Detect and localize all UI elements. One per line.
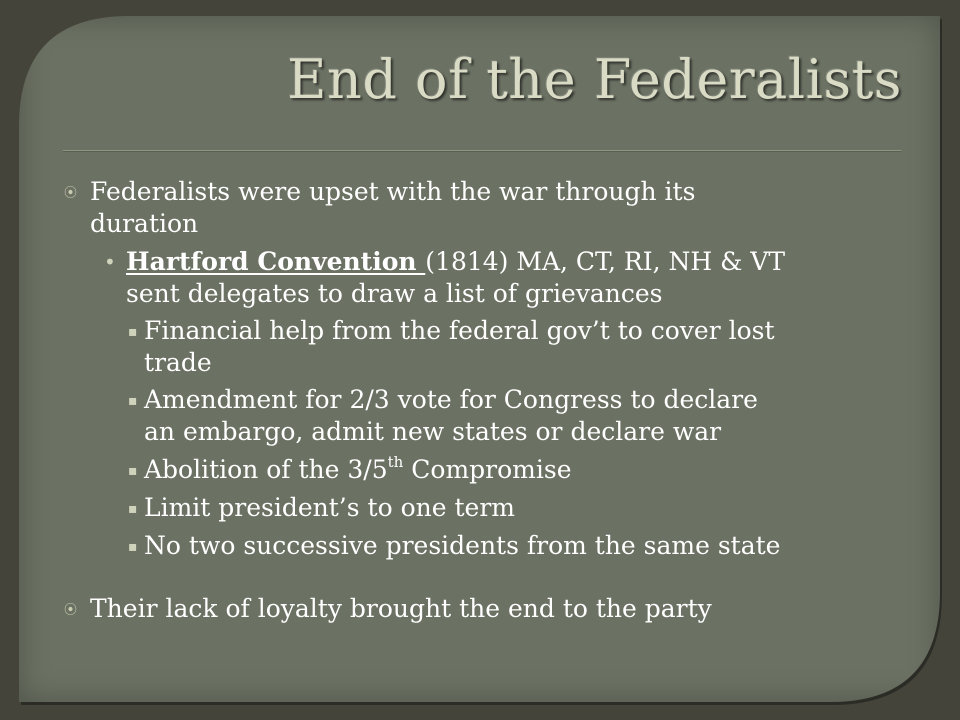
bullet-text-line: Financial help from the federal gov’t to cover lost [144,316,775,345]
bullet-text-line: duration [90,209,199,238]
level3-bullet-icon: ▪ [128,324,138,340]
level1-bullet-icon: ⦿ [64,603,78,618]
bullet-hartford-convention [126,246,785,310]
bullet-text: Their lack of loyalty brought the end to the party [90,594,712,623]
slide-title: End of the Federalists [287,48,902,111]
bullet-text: No two successive presidents from the same state [144,531,781,560]
level3-bullet-icon: ▪ [128,501,138,517]
bullet-lack-of-loyalty [90,593,712,625]
bullet-no-two-successive [144,530,780,562]
bullet-text-line: an embargo, admit new states or declare war [144,417,722,446]
level3-bullet-icon: ▪ [128,463,138,479]
bullet-text: Compromise [403,455,572,484]
bullet-text-line: trade [144,348,212,377]
hartford-convention-term: Hartford Convention [126,247,426,276]
bullet-text-line: Amendment for 2/3 vote for Congress to declare [144,385,758,414]
level1-bullet-icon: ⦿ [64,186,78,201]
bullet-text: Limit president’s to one term [144,493,515,522]
level3-bullet-icon: ▪ [128,539,138,555]
bullet-amendment [144,384,758,448]
level2-bullet-icon: • [104,250,116,274]
bullet-text-line: sent delegates to draw a list of grievances [126,279,663,308]
bullet-text-line: Federalists were upset with the war through its [90,177,696,206]
bullet-federalists-upset [90,176,695,240]
bullet-text: Abolition of the 3/5 [144,455,388,484]
bullet-financial-help [144,315,775,379]
level3-bullet-icon: ▪ [128,393,138,409]
bullet-limit-president [144,492,515,524]
ordinal-superscript: th [387,452,404,471]
bullet-text-line: (1814) MA, CT, RI, NH & VT [425,247,786,276]
bullet-abolition [144,454,572,486]
